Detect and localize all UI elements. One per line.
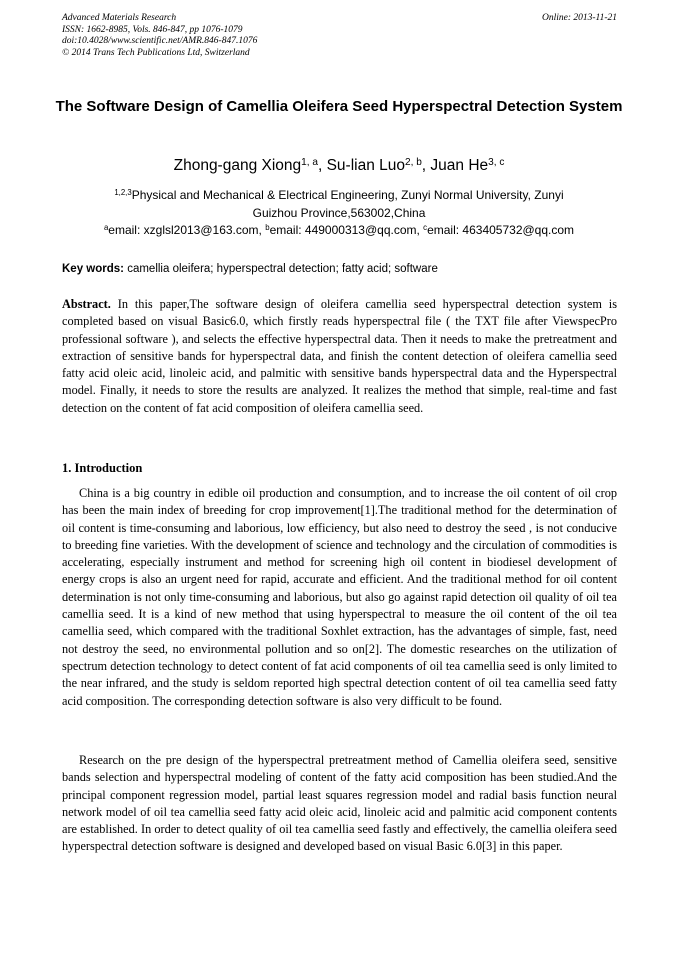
affiliation-text: Physical and Mechanical & Electrical Engineering, Zunyi Normal University, Zunyi [131, 188, 564, 202]
email-mark: b [265, 223, 270, 233]
email-text: email: 449000313@qq.com, [269, 223, 424, 237]
email-mark: a [103, 223, 109, 233]
author-name: Juan He [430, 157, 489, 174]
journal-header [62, 13, 617, 59]
author-list [40, 156, 638, 176]
abstract [62, 296, 617, 417]
email-mark: c [423, 223, 428, 233]
author-separator: , [421, 157, 431, 174]
journal-name: Advanced Materials Research [62, 13, 177, 23]
affiliation-line [40, 187, 638, 205]
author-separator: , [317, 157, 327, 174]
author-affil-mark: 2, b [405, 156, 422, 168]
keywords-line [62, 262, 617, 277]
abstract-label: Abstract. [62, 297, 111, 311]
email-text: email: xzglsl2013@163.com, [108, 223, 266, 237]
online-date: Online: 2013-11-21 [541, 13, 617, 23]
affiliation-block [40, 187, 638, 240]
issn-line: ISSN: 1662-8985, Vols. 846-847, pp 1076-1079 [62, 24, 243, 35]
abstract-text: In this paper,The software design of oleifera camellia seed hyperspectral detection system is completed based on visual Basic6.0, which firstly reads hyperspectral file ( the TXT file after ViewspecPro professional software ), and selects the effective hyperspectral data. Then it needs to make the pretreatment and extraction of sensitive bands for hyperspectral data, and finish the content detection of oleifera camellia seed fatty acid oleic acid, linoleic acid, and palmitic with sensitive bands hyperspectral data and the Hyperspectral model. Finally, it needs to store the results are analyzed. It realizes the method that simple, real-time and fast detection on the content of fat acid composition of oleifera camellia seed. [62, 297, 617, 415]
keywords-label: Key words: [62, 263, 124, 275]
affiliation-line-2: Guizhou Province,563002,China [252, 205, 426, 220]
doi-line: doi:10.4028/www.scientific.net/AMR.846-847.1076 [62, 36, 258, 46]
email-line [40, 222, 638, 240]
paper-title: The Software Design of Camellia Oleifera Seed Hyperspectral Detection System [55, 98, 623, 115]
intro-paragraph-2: Research on the pre design of the hyperspectral pretreatment method of Camellia oleifera seed, sensitive bands selection and hyperspectral modeling of content of the fatty acid composition has been studied.And the principal component regression model, partial least squares regression model and radial basis function neural network model of oil tea camellia seed fatty acid oleic acid, linoleic acid and palmitic acid component contents are established. In order to detect quality of oil tea camellia seed fastly and effectively, the camellia oleifera seed hyperspectral detection software is designed and developed based on visual Basic 6.0[3] in this paper. [62, 753, 617, 854]
intro-paragraph-1: China is a big country in edible oil production and consumption, and to increase the oil content of oil crop has been the main index of breeding for crop improvement[1].The traditional method for the determination of oil content is time-consuming and laborious, low efficiency, but also need to destroy the seed , is not conducive to breeding fine varieties. With the development of science and technology and the circulation of commodities is accelerating, especially instrument and method for screening high oil content in biodiesel development of energy crops is also an urgent need for rapid, accurate and efficient. And the traditional method for oil content determination is not only time-consuming and laborious, but also go against rapid detection oil quality of oil tea camellia seed. It is a kind of new method that using hyperspectral to measure the oil content of the oil tea camellia seed, which compared with the traditional Soxhlet extraction, has the advantages of simple, fast, need not destroy the seed, no environmental pollution and so on[2]. The domestic researches on the utilization of spectrum detection technology to detect content of fat acid components of oil tea camellia seed is only limited to the near infrared, and the study is seldom reported high spectral detection content of oil tea camellia seed fatty acid composition. The corresponding detection software is also very difficult to be found. [62, 486, 617, 708]
author-name: Zhong-gang Xiong [173, 157, 302, 174]
author-affil-mark: 3, c [488, 156, 505, 168]
email-text: email: 463405732@qq.com [427, 223, 575, 237]
author-affil-mark: 1, a [301, 156, 318, 168]
affiliation-mark: 1,2,3 [114, 188, 132, 198]
copyright-line: © 2014 Trans Tech Publications Ltd, Switzerland [62, 47, 250, 58]
keywords-text: camellia oleifera; hyperspectral detection; fatty acid; software [124, 263, 438, 275]
author-name: Su-lian Luo [326, 157, 405, 174]
intro-paragraph-2-block [62, 752, 617, 856]
intro-paragraph-1-block [62, 485, 617, 710]
section-heading: 1. Introduction [62, 461, 143, 475]
